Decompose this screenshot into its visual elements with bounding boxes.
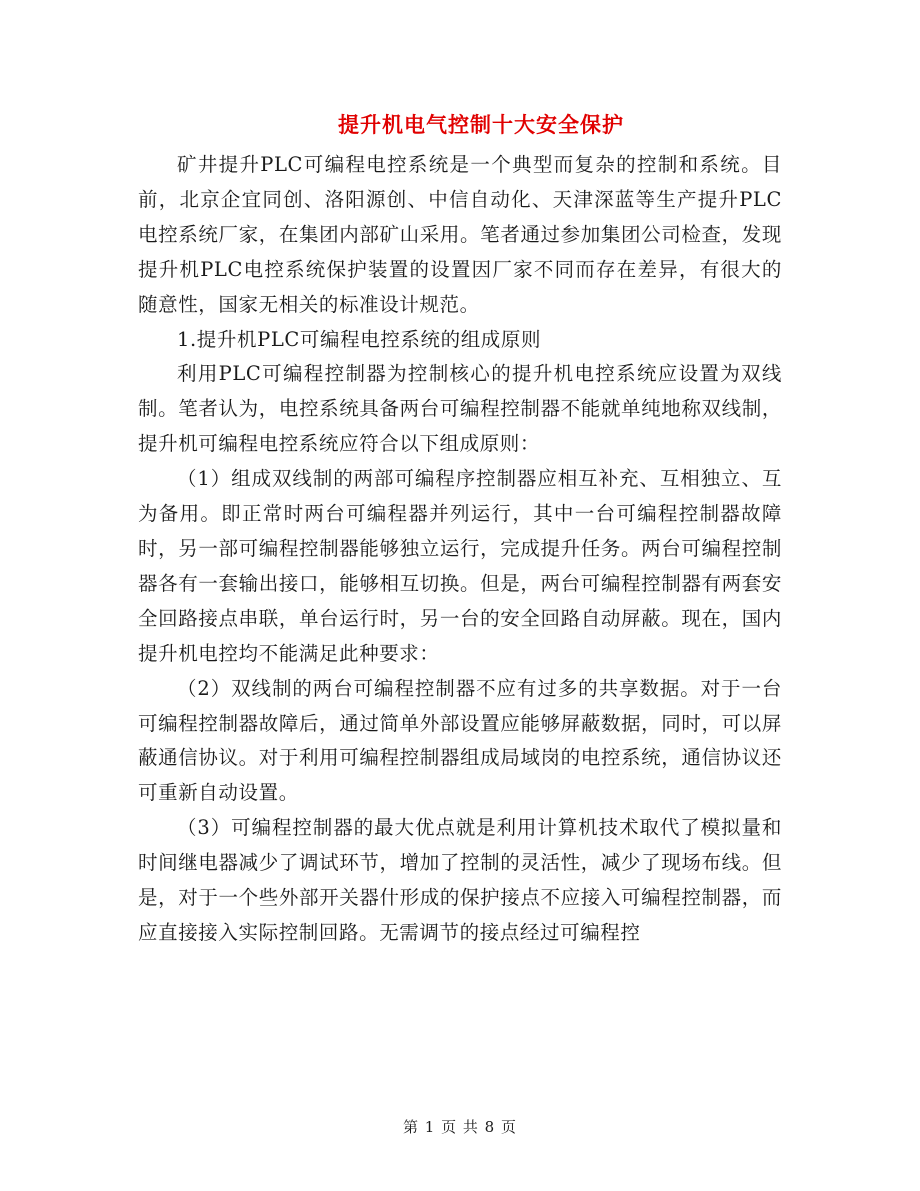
paragraph-intro: 矿井提升PLC可编程电控系统是一个典型而复杂的控制和系统。目前，北京企宜同创、洛阳源创、中信自动化、天津深蓝等生产提升PLC电控系统厂家，在集团内部矿山采用。笔者通过参加集团公司检查，发现提升机PLC电控系统保护装置的设置因厂家不同而存在差异，有很大的随意性，国家无相关的标准设计规范。 [138,153,782,316]
section-heading: 1.提升机PLC可编程电控系统的组成原则 [177,327,542,351]
page-footer: 第 1 页 共 8 页 [403,1118,517,1136]
paragraph-principles: 利用PLC可编程控制器为控制核心的提升机电控系统应设置为双线制。笔者认为，电控系统具备两台可编程控制器不能就单纯地称双线制，提升机可编程电控系统应符合以下组成原则： [138,362,782,456]
document-body [138,148,782,951]
document-title: 提升机电气控制十大安全保护 [338,112,624,137]
paragraph-item-2: （2）双线制的两台可编程控制器不应有过多的共享数据。对于一台可编程控制器故障后，通过简单外部设置应能够屏蔽数据，同时，可以屏蔽通信协议。对于利用可编程控制器组成局域岗的电控系统，通信协议还可重新自动设置。 [138,676,782,805]
paragraph-item-3: （3）可编程控制器的最大优点就是利用计算机技术取代了模拟量和时间继电器减少了调试环节，增加了控制的灵活性，减少了现场布线。但是，对于一个些外部开关器什形成的保护接点不应接入可编程控制器，而应直接接入实际控制回路。无需调节的接点经过可编程控 [138,816,782,944]
paragraph-item-1: （1）组成双线制的两部可编程序控制器应相互补充、互相独立、互为备用。即正常时两台可编程器并列运行，其中一台可编程控制器故障时，另一部可编程控制器能够独立运行，完成提升任务。两台可编程控制器各有一套输出接口，能够相互切换。但是，两台可编程控制器有两套安全回路接点串联，单台运行时，另一台的安全回路自动屏蔽。现在，国内提升机电控均不能满足此种要求： [138,467,782,665]
